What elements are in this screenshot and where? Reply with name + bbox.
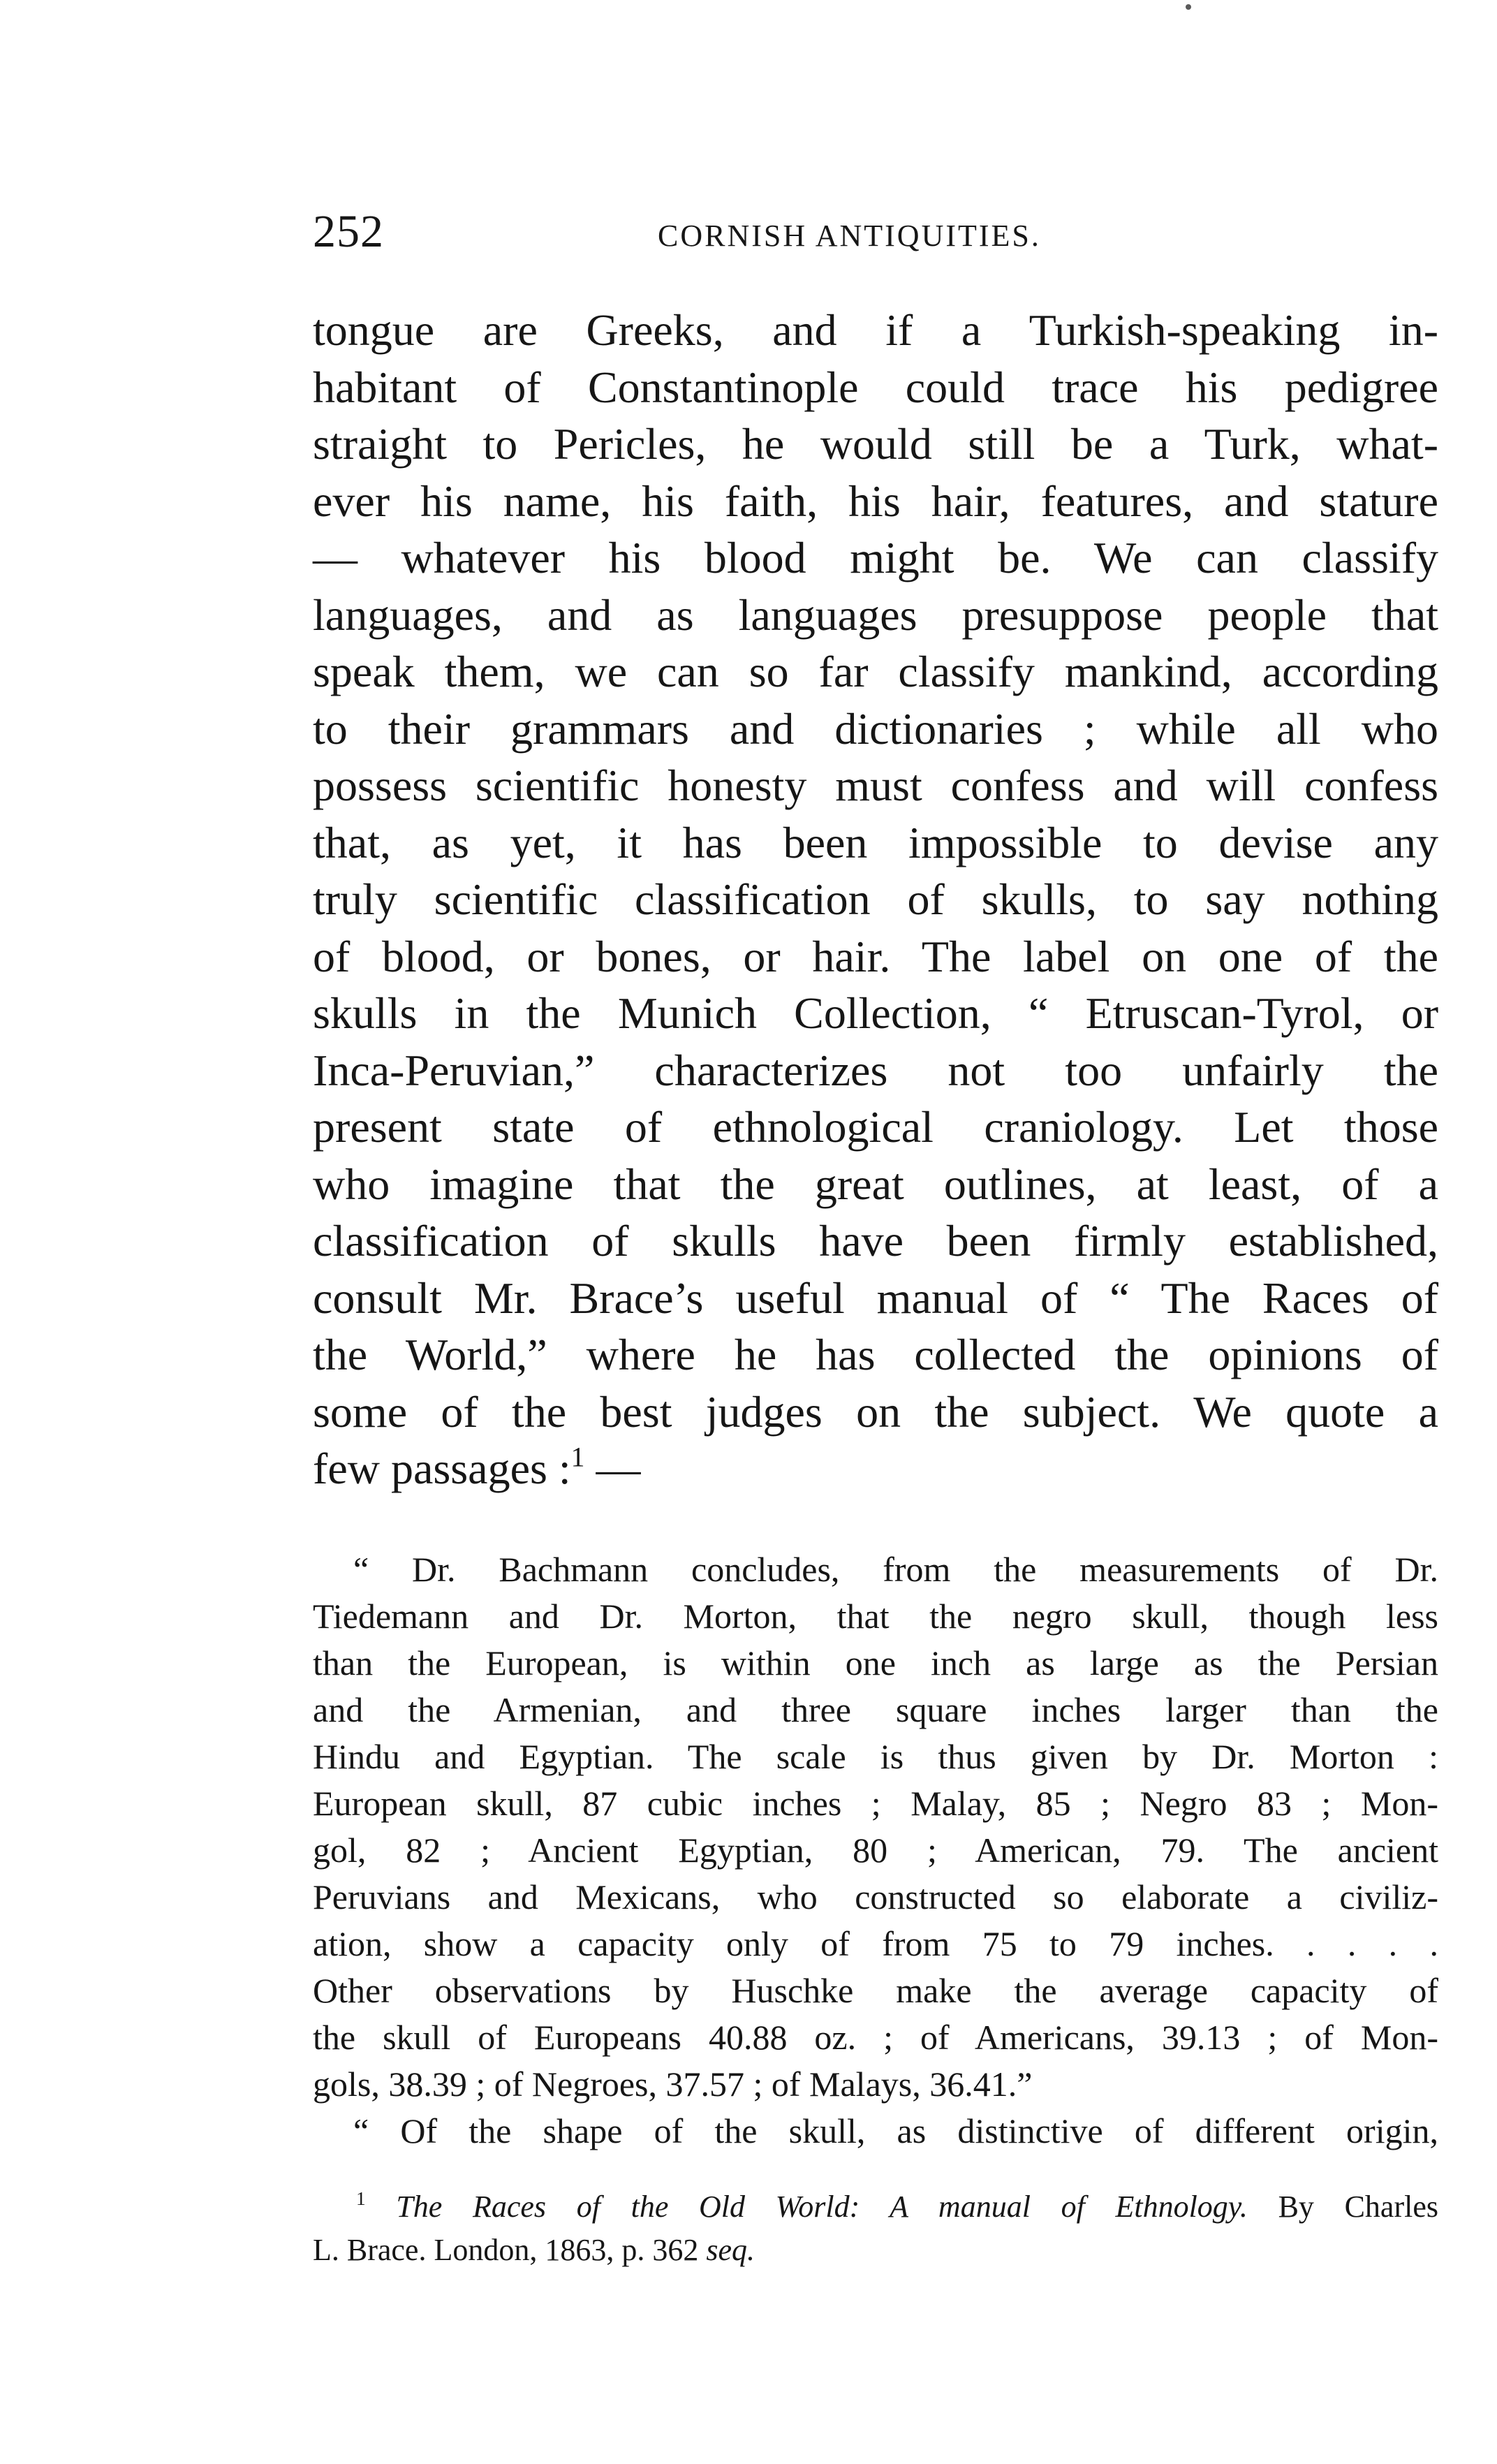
- text-line: tongue are Greeks, and if a Turkish-speaking in-: [313, 305, 1438, 355]
- text-line: some of the best judges on the subject. We quote a: [313, 1386, 1438, 1437]
- last-line-text: few passages :: [313, 1444, 571, 1493]
- quote-line: than the European, is within one inch as large as the Persian: [313, 1643, 1438, 1682]
- page-number: 252: [313, 206, 384, 257]
- quote-line: “ Of the shape of the skull, as distinctive of different origin,: [353, 2111, 1438, 2150]
- quote-line: and the Armenian, and three square inches larger than the: [313, 1690, 1438, 1729]
- text-line: present state of ethnological craniology. Let those: [313, 1102, 1438, 1152]
- quote-line: gols, 38.39 ; of Negroes, 37.57 ; of Malays, 36.41.”: [313, 2065, 1033, 2104]
- text-line: speak them, we can so far classify mankind, according: [313, 647, 1438, 696]
- footnote-line: [313, 2185, 1438, 2229]
- running-title: CORNISH ANTIQUITIES.: [658, 219, 1041, 253]
- text-line: Inca-Peruvian,” characterizes not too unfairly the: [313, 1045, 1438, 1095]
- text-line: possess scientific honesty must confess and will confess: [313, 761, 1438, 810]
- quote-line: Peruvians and Mexicans, who constructed so elaborate a civiliz-: [313, 1877, 1438, 1916]
- text-line: the World,” where he has collected the opinions of: [313, 1330, 1438, 1379]
- text-line: — whatever his blood might be. We can classify: [313, 533, 1438, 582]
- text-line: who imagine that the great outlines, at least, of a: [313, 1159, 1438, 1209]
- last-line-dash: —: [584, 1444, 641, 1493]
- text-line: of blood, or bones, or hair. The label on one of the: [313, 931, 1438, 981]
- quote-line: “ Dr. Bachmann concludes, from the measurements of Dr.: [353, 1550, 1438, 1589]
- text-line: straight to Pericles, he would still be a Turk, what-: [313, 419, 1438, 469]
- text-line-last: [313, 1440, 1438, 1497]
- footnote: [313, 2185, 1438, 2272]
- quote-line: ation, show a capacity only of from 75 to 79 inches. . . . .: [313, 1924, 1438, 1963]
- text-line: ever his name, his faith, his hair, features, and stature: [313, 476, 1438, 526]
- ink-speck: [1186, 4, 1191, 10]
- footnote-title: The Races of the Old World: A manual of Ethnology.: [396, 2190, 1248, 2224]
- quote-line: Other observations by Huschke make the average capacity of: [313, 1971, 1438, 2010]
- quote-line: the skull of Europeans 40.88 oz. ; of Americans, 39.13 ; of Mon-: [313, 2018, 1438, 2057]
- main-paragraph: [313, 302, 1438, 1497]
- text-line: to their grammars and dictionaries ; while all who: [313, 703, 1438, 754]
- footnote-line: [313, 2229, 1438, 2272]
- quote-line: Tiedemann and Dr. Morton, that the negro skull, though less: [313, 1597, 1438, 1636]
- text-line: classification of skulls have been firmly established,: [313, 1216, 1438, 1266]
- footnote-marker: 1: [356, 2188, 366, 2210]
- footnote-author: By Charles: [1247, 2190, 1438, 2224]
- text-line: consult Mr. Brace’s useful manual of “ The Races of: [313, 1273, 1438, 1323]
- running-head: [313, 204, 1436, 274]
- text-line: that, as yet, it has been impossible to devise any: [313, 817, 1438, 867]
- text-line: habitant of Constantinople could trace his pedigree: [313, 362, 1438, 412]
- quote-line: Hindu and Egyptian. The scale is thus given by Dr. Morton :: [313, 1737, 1438, 1776]
- footnote-seq: seq.: [706, 2233, 755, 2267]
- footnote-reference: 1: [570, 1442, 585, 1473]
- text-line: languages, and as languages presuppose people that: [313, 589, 1438, 640]
- text-line: skulls in the Munich Collection, “ Etruscan-Tyrol, or: [313, 988, 1438, 1038]
- quotation-block: [313, 1546, 1438, 2155]
- text-line: truly scientific classification of skulls, to say nothing: [313, 874, 1438, 924]
- quote-line: gol, 82 ; Ancient Egyptian, 80 ; American, 79. The ancient: [313, 1831, 1438, 1870]
- quote-line: European skull, 87 cubic inches ; Malay, 85 ; Negro 83 ; Mon-: [313, 1784, 1438, 1823]
- footnote-publication: L. Brace. London, 1863, p. 362: [313, 2233, 707, 2267]
